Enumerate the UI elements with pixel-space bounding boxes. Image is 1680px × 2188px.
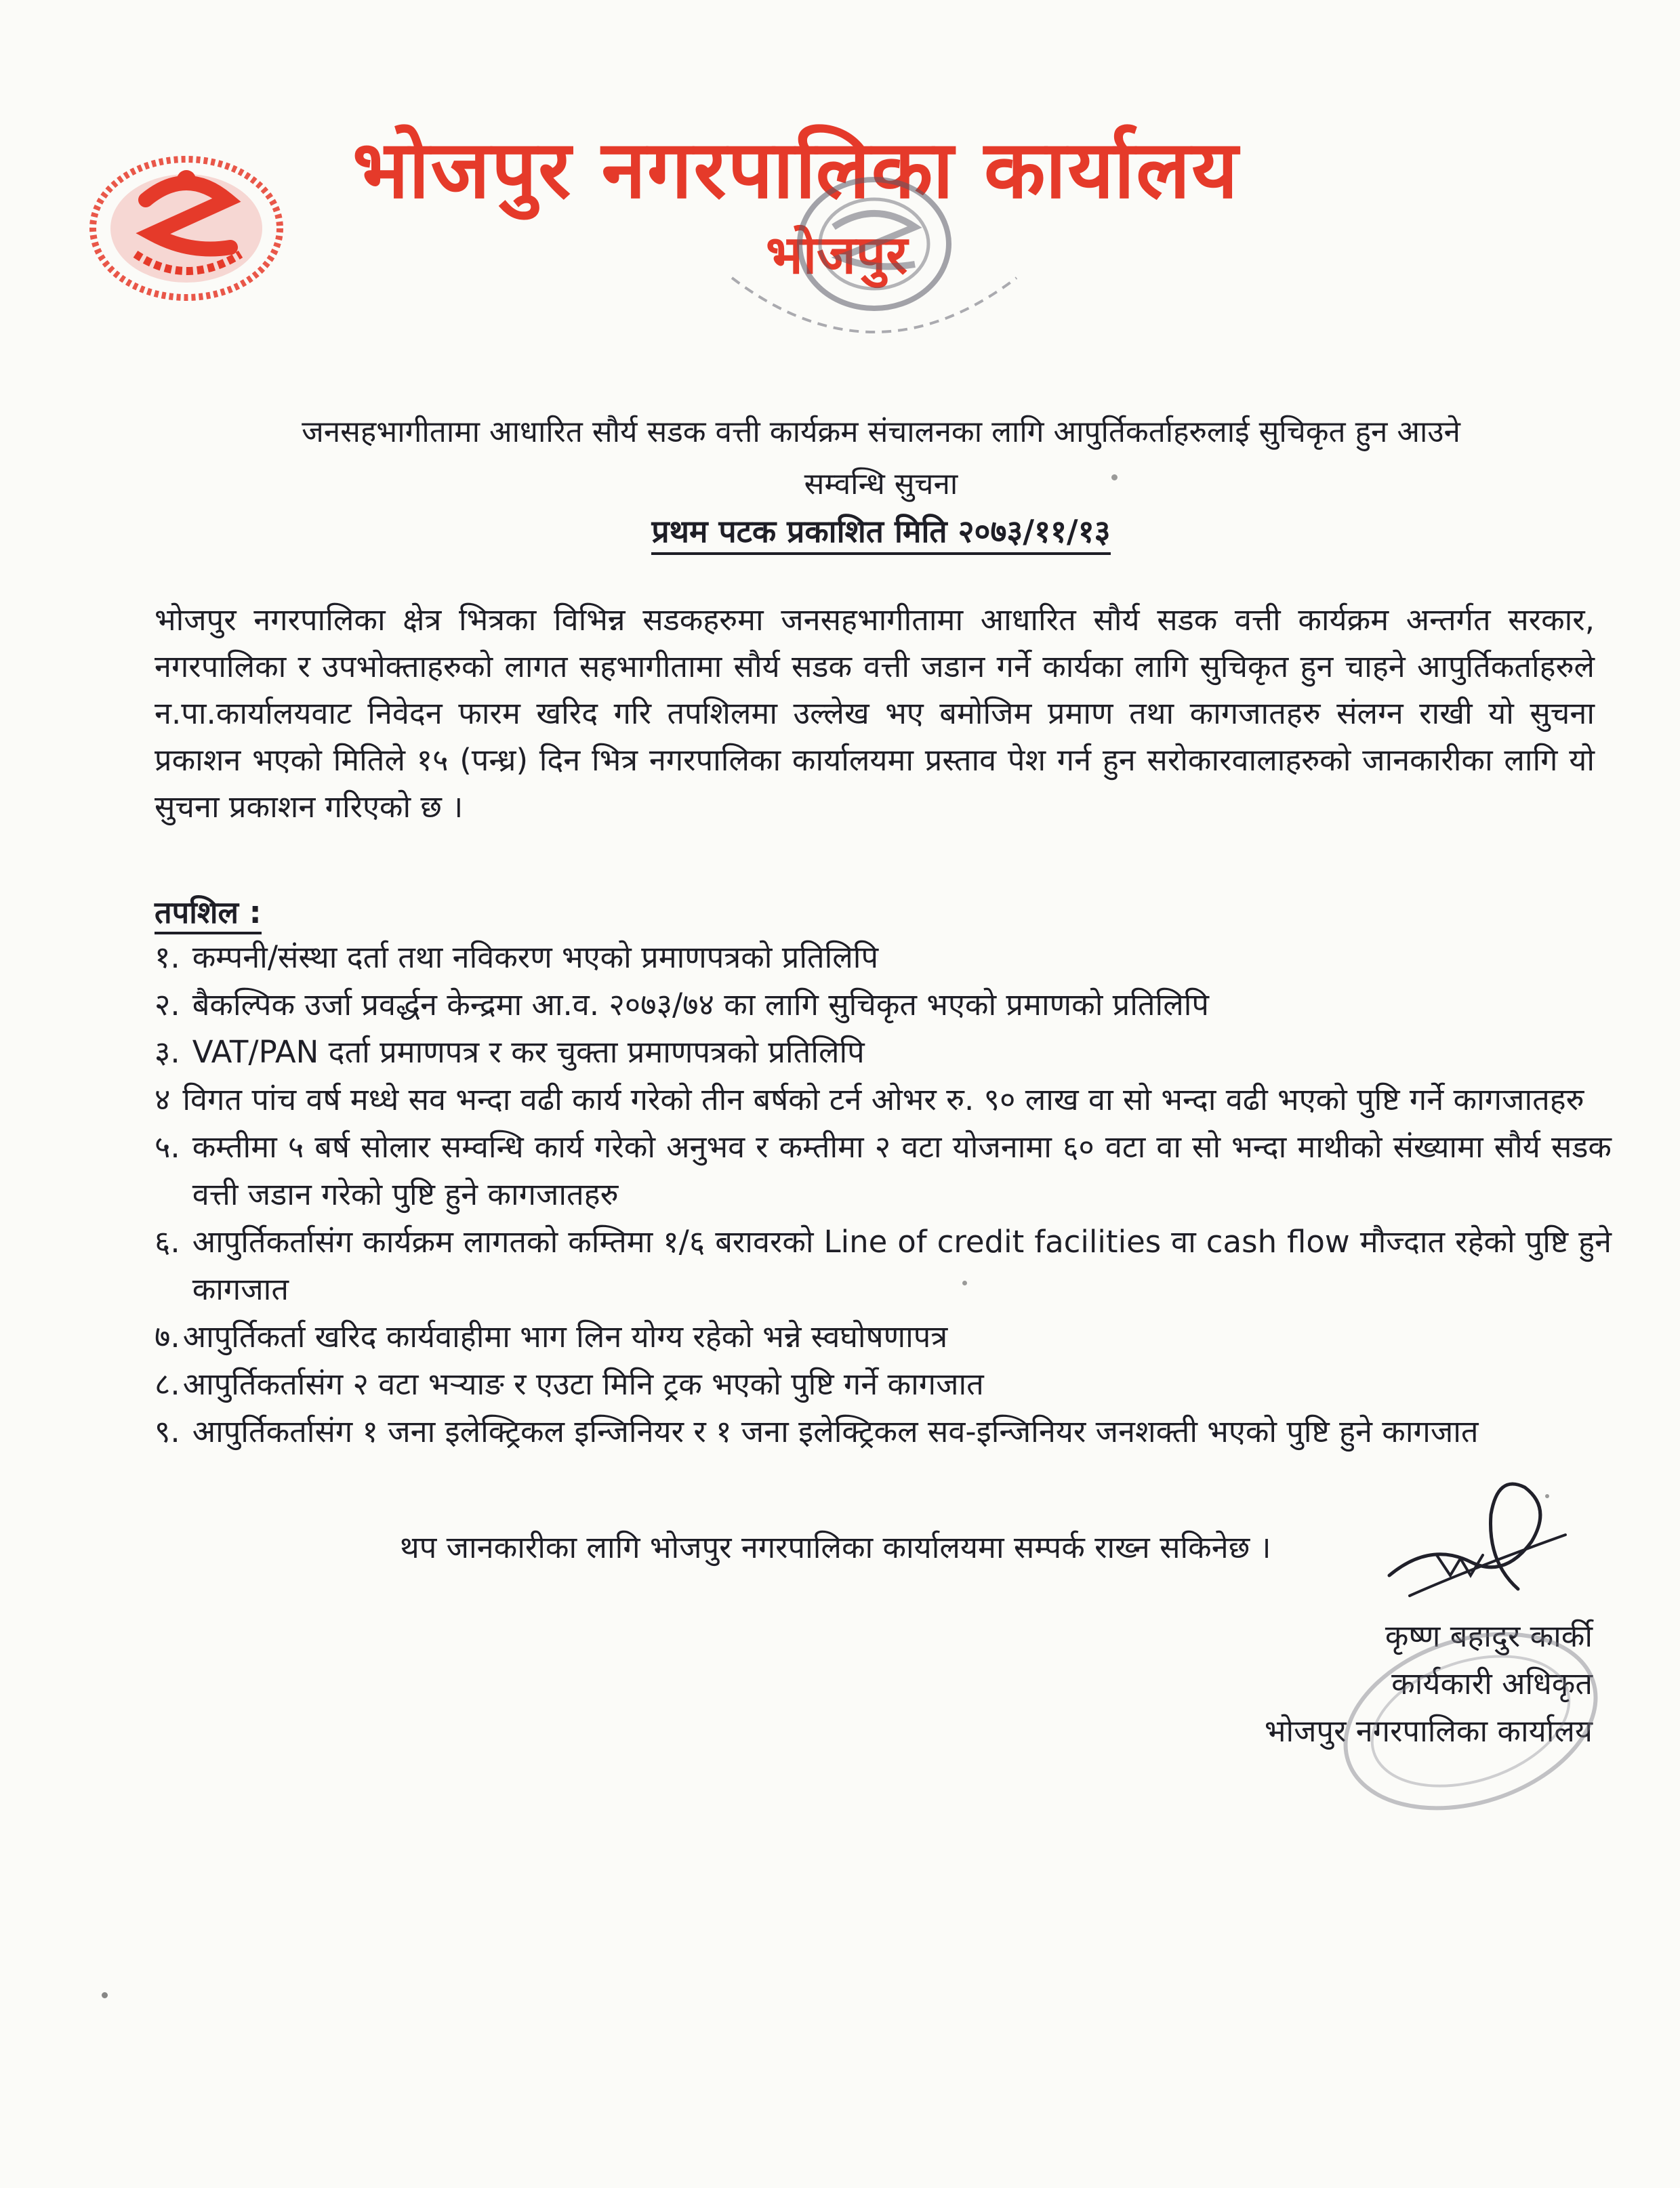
list-item	[155, 934, 1612, 981]
list-item-text: बैकल्पिक उर्जा प्रवर्द्धन केन्द्रमा आ.व. २०७३/७४ का लागि सुचिकृत भएको प्रमाणको प्रतिलिपि	[192, 987, 1209, 1023]
list-item	[155, 1076, 1612, 1123]
notice-subject: जनसहभागीतामा आधारित सौर्य सडक वत्ती कार्यक्रम संचालनका लागि आपुर्तिकर्ताहरुलाई सुचिकृत हुन आउने	[302, 415, 1460, 449]
list-item-text: VAT/PAN दर्ता प्रमाणपत्र र कर चुक्ता प्रमाणपत्रको प्रतिलिपि	[192, 1034, 865, 1070]
notice-subject-continued: सम्वन्धि सुचना	[804, 467, 958, 501]
list-item	[155, 1408, 1612, 1456]
scan-speck	[1545, 1494, 1549, 1498]
closing-note: थप जानकारीका लागि भोजपुर नगरपालिका कार्यालयमा सम्पर्क राख्न सकिनेछ ।	[400, 1529, 1271, 1565]
list-item	[155, 1123, 1612, 1218]
notice-body-paragraph: भोजपुर नगरपालिका क्षेत्र भित्रका विभिन्न सडकहरुमा जनसहभागीतामा आधारित सौर्य सडक वत्ती कार्यक्रम अन्तर्गत सरकार, नगरपालिका र उपभोक्ताहरुको लागत सहभागीतामा सौर्य सडक वत्ती जडान गर्ने कार्यका लागि सुचिकृत हुन चाहने आपुर्तिकर्ताहरुले न.पा.कार्यालयवाट निवेदन फारम खरिद गरि तपशिलमा उल्लेख भए बमोजिम प्रमाण तथा कागजातहरु संलग्न राखी यो सुचना प्रकाशन भएको मितिले १५ (पन्ध्र) दिन भित्र नगरपालिका कार्यालयमा प्रस्ताव पेश गर्न हुन सरोकारवालाहरुको जानकारीका लागि यो सुचना प्रकाशन गरिएको छ ।	[155, 602, 1595, 825]
list-item-number: ९.	[155, 1413, 180, 1449]
scan-speck	[102, 1992, 108, 1998]
list-item-text: आपुर्तिकर्ता खरिद कार्यवाहीमा भाग लिन योग्य रहेको भन्ने स्वघोषणापत्र	[182, 1319, 948, 1355]
scan-speck	[962, 1281, 967, 1285]
list-item-number: ६.	[155, 1224, 180, 1260]
list-item	[155, 1361, 1612, 1408]
list-item	[155, 1313, 1612, 1361]
list-item-number: ८.	[155, 1366, 180, 1402]
list-item-number: २.	[155, 987, 180, 1023]
requirements-list	[155, 934, 1612, 1456]
details-heading	[155, 891, 262, 932]
list-item-number: ३.	[155, 1034, 180, 1070]
list-item-text: आपुर्तिकर्तासंग कार्यक्रम लागतको कम्तिमा १/६ बरावरको Line of credit facilities वा cash flow मौज्दात रहेको पुष्टि हुने कागजात	[192, 1224, 1612, 1307]
list-item	[155, 1218, 1612, 1313]
nepal-government-emblem-icon	[88, 152, 285, 302]
signatory-designation: कार्यकारी अधिकृत	[1391, 1666, 1593, 1701]
list-item-text: कम्पनी/संस्था दर्ता तथा नविकरण भएको प्रमाणपत्रको प्रतिलिपि	[192, 939, 879, 975]
office-subtitle: भोजपुर	[766, 225, 908, 286]
list-item-text: आपुर्तिकर्तासंग २ वटा भऱ्याङ र एउटा मिनि ट्रक भएको पुष्टि गर्ने कागजात	[182, 1366, 984, 1402]
list-item-number: १.	[155, 939, 180, 975]
office-stamp-icon	[718, 163, 1030, 386]
list-item-text: आपुर्तिकर्तासंग १ जना इलेक्ट्रिकल इन्जिनियर र १ जना इलेक्ट्रिकल सव-इन्जिनियर जनशक्ती भएको पुष्टि हुने कागजात	[192, 1413, 1479, 1449]
details-heading-text: तपशिल :	[155, 894, 262, 934]
list-item-text: कम्तीमा ५ बर्ष सोलार सम्वन्धि कार्य गरेको अनुभव र कम्तीमा २ वटा योजनामा ६० वटा वा सो भन्दा माथीको संख्यामा सौर्य सडक वत्ती जडान गरेको पुष्टि हुने कागजातहरु	[192, 1129, 1612, 1212]
list-item-text: विगत पांच वर्ष मध्धे सव भन्दा वढी कार्य गरेको तीन बर्षको टर्न ओभर रु. ९० लाख वा सो भन्दा वढी भएको पुष्टि गर्ने कागजातहरु	[182, 1081, 1584, 1117]
official-stamp-icon	[1328, 1619, 1613, 1823]
list-item	[155, 981, 1612, 1029]
publication-date	[156, 510, 1606, 552]
list-item-number: ७.	[155, 1319, 180, 1355]
publication-date-text: प्रथम पटक प्रकाशित मिति २०७३/११/१३	[651, 513, 1110, 555]
scan-speck	[1111, 474, 1118, 480]
signatory-name: कृष्ण बहादुर कार्की	[1385, 1618, 1593, 1654]
list-item-number: ४	[155, 1081, 171, 1117]
handwritten-signature-icon	[1369, 1460, 1579, 1636]
signatory-office: भोजपुर नगरपालिका कार्यालय	[1264, 1713, 1593, 1749]
list-item	[155, 1029, 1612, 1076]
list-item-number: ५.	[155, 1129, 180, 1165]
office-title: भोजपुर नगरपालिका कार्यालय	[352, 123, 1239, 216]
